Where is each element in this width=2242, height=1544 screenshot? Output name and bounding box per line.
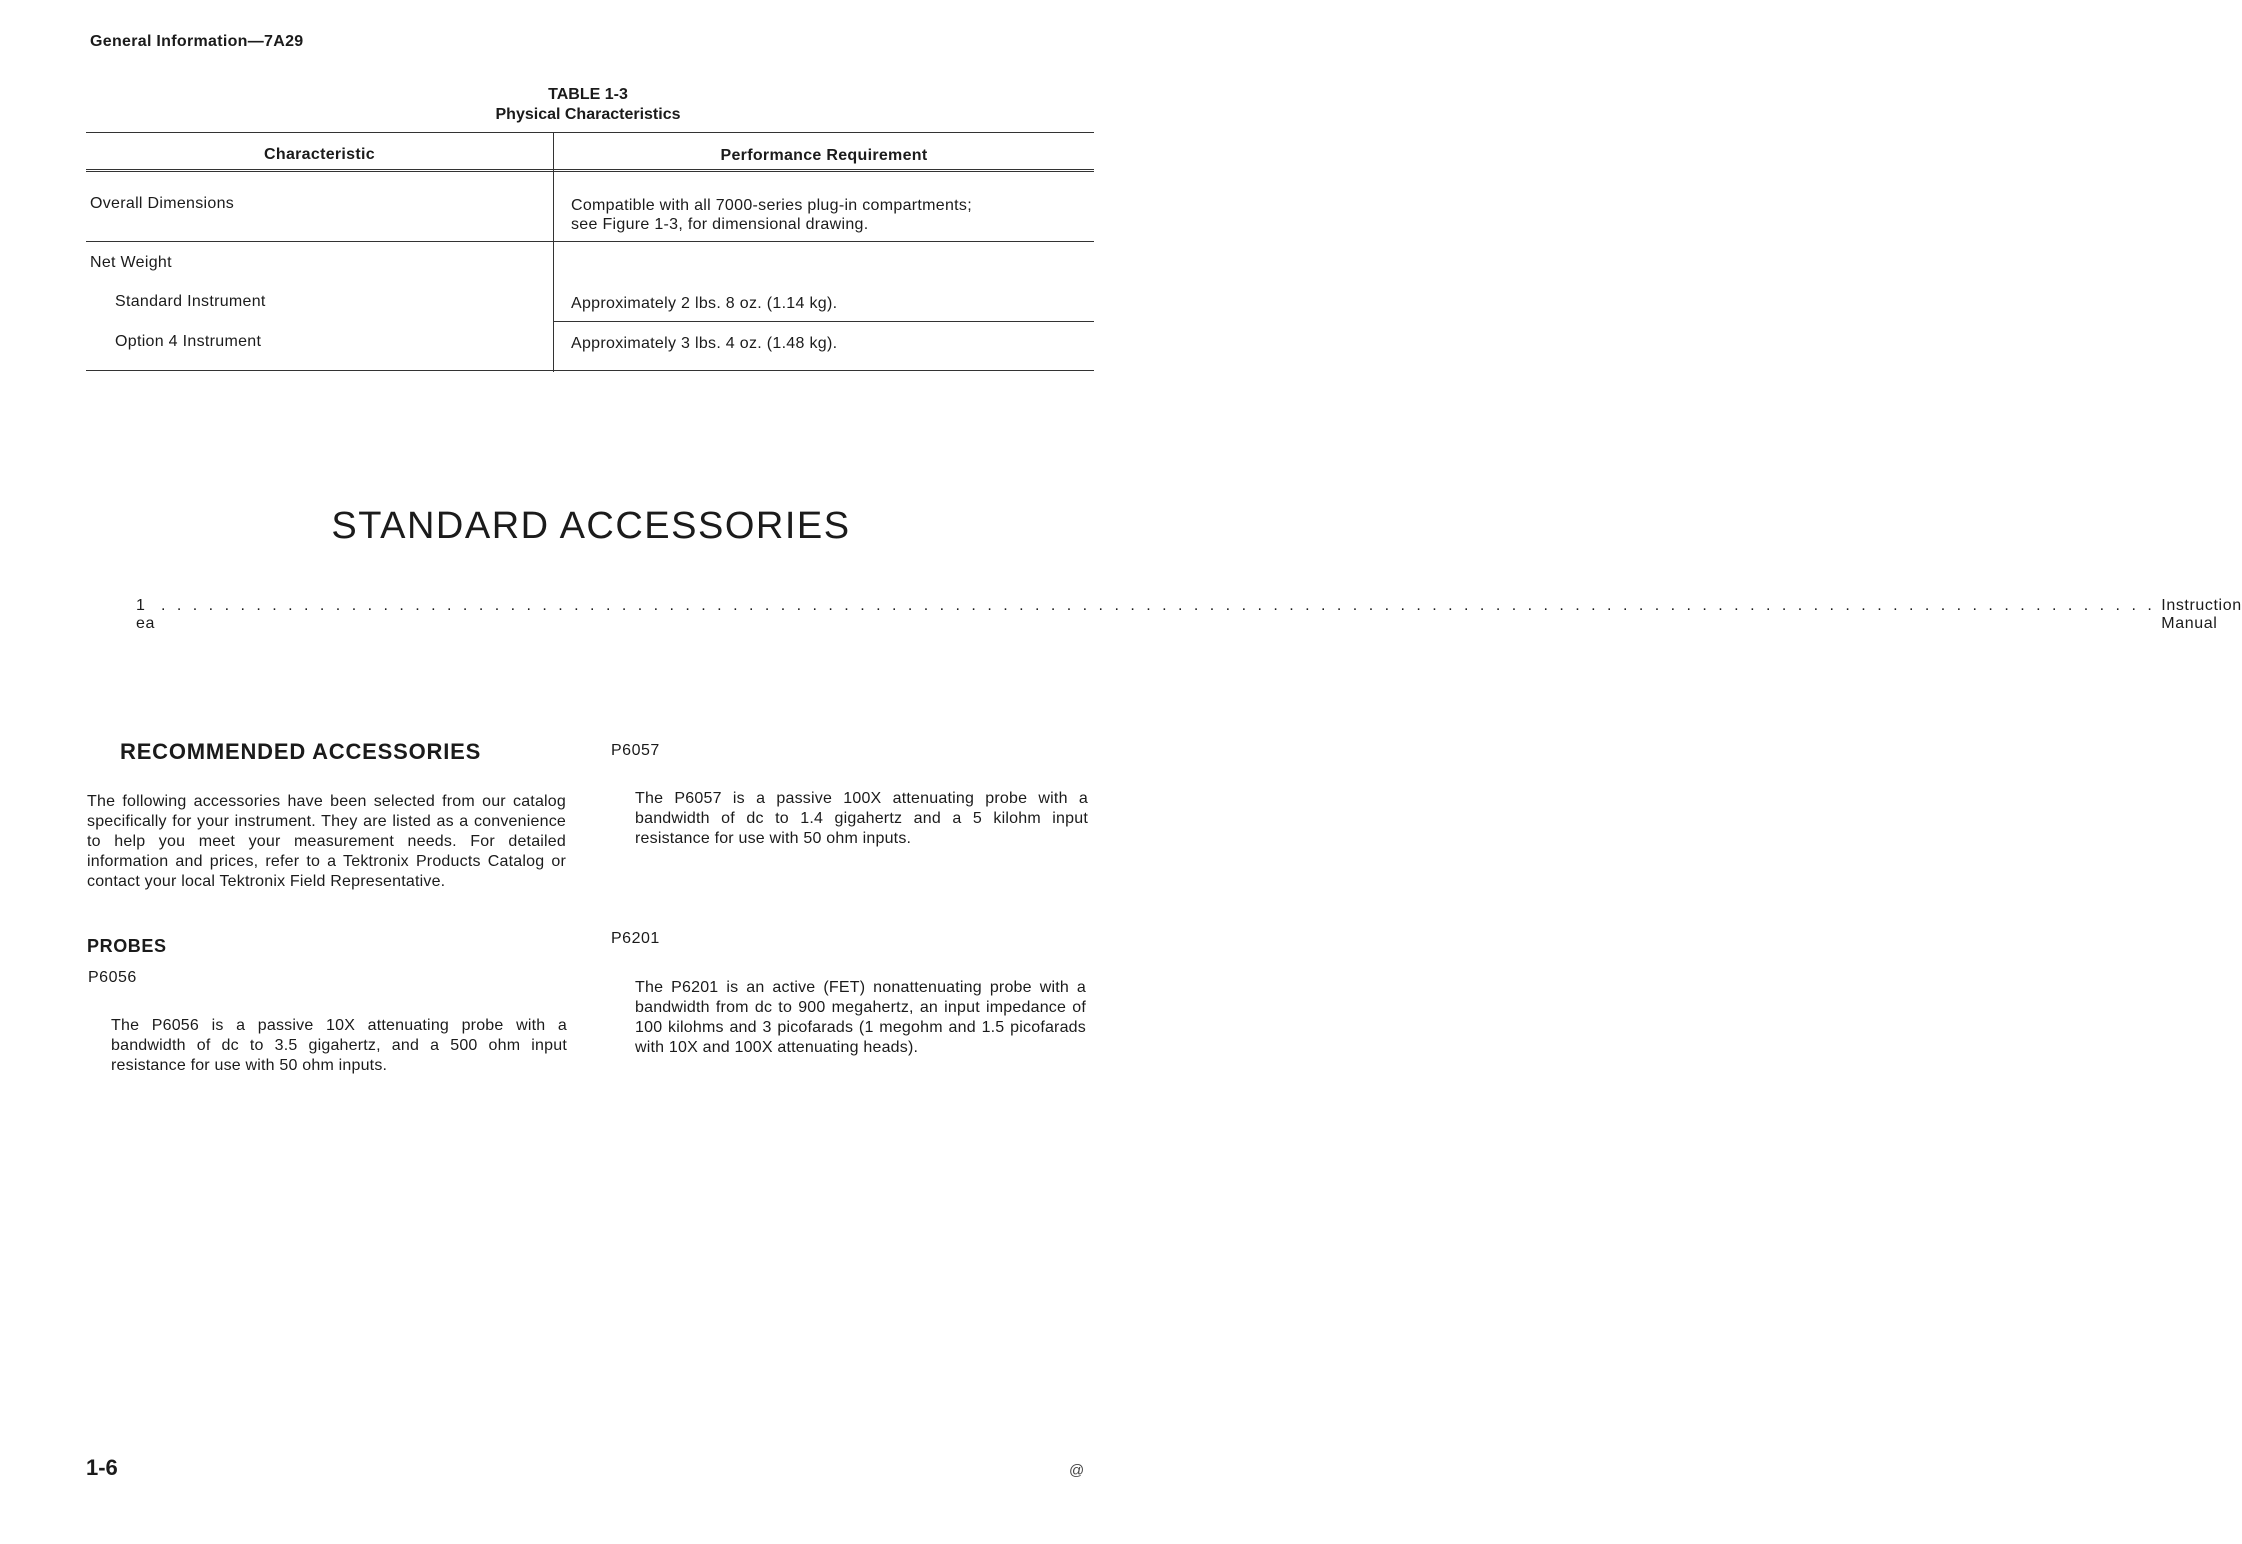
probe-name-p6201: P6201: [611, 930, 660, 947]
column-divider: [553, 132, 554, 372]
row-overall-dimensions-value-2: see Figure 1-3, for dimensional drawing.: [571, 216, 869, 233]
probe-name-p6056: P6056: [88, 969, 137, 986]
row-overall-dimensions-label: Overall Dimensions: [90, 195, 235, 212]
column-header-characteristic: Characteristic: [264, 146, 375, 163]
table-top-rule: [86, 132, 1094, 133]
probe-desc-p6056: The P6056 is a passive 10X attenuating probe with a bandwidth of dc to 3.5 gigahertz, and a 500 ohm input resistance for use with 50 ohm inputs.: [111, 1017, 567, 1074]
recommended-intro: The following accessories have been selected from our catalog specifically for your instrument. They are listed as a convenience to help you meet your measurement needs. For detailed information and prices, refer to a Tektronix Products Catalog or contact your local Tektronix Field Representative.: [87, 793, 566, 890]
row-option4-instrument-label: Option 4 Instrument: [115, 333, 262, 350]
row-net-weight-label: Net Weight: [90, 254, 172, 271]
table-title: Physical Characteristics: [495, 106, 681, 123]
row-rule: [86, 241, 1094, 242]
page-number: 1-6: [86, 1455, 118, 1480]
header-rule: [86, 169, 1094, 172]
probe-desc-p6201: The P6201 is an active (FET) nonattenuating probe with a bandwidth from dc to 900 megahertz, an input impedance of 100 kilohms and 3 picofarads (1 megohm and 1.5 picofarads with 10X and 100X attenuating heads).: [635, 979, 1086, 1056]
accessory-quantity: 1 ea: [136, 597, 155, 632]
row-rule: [554, 321, 1094, 322]
row-standard-instrument-label: Standard Instrument: [115, 293, 266, 310]
leader-dots: . . . . . . . . . . . . . . . . . . . . . . . . . . . . . . . . . . . . . . . . . . . . . . . . . . . . . . . . . . . . . . . . . . . . . . . . . . . . . . . . . . . . . . . . . . . . . . . . . . . . . . . . . . . . . . . . . . . . . . . . . . . . . .: [161, 597, 2156, 614]
probes-title: PROBES: [87, 936, 167, 956]
table-number: TABLE 1-3: [548, 86, 628, 103]
standard-accessories-title: STANDARD ACCESSORIES: [331, 505, 851, 547]
footer-mark: @: [1069, 1462, 1085, 1479]
standard-accessory-line: [136, 597, 2242, 633]
page-header: General Information—7A29: [90, 33, 304, 50]
recommended-accessories-title: RECOMMENDED ACCESSORIES: [120, 739, 482, 764]
row-standard-instrument-value: Approximately 2 lbs. 8 oz. (1.14 kg).: [571, 295, 838, 312]
accessory-item: Instruction Manual: [2161, 597, 2242, 632]
probe-name-p6057: P6057: [611, 742, 660, 759]
column-header-performance: Performance Requirement: [720, 147, 928, 164]
row-option4-instrument-value: Approximately 3 lbs. 4 oz. (1.48 kg).: [571, 335, 838, 352]
probe-desc-p6057: The P6057 is a passive 100X attenuating probe with a bandwidth of dc to 1.4 gigahertz and a 5 kilohm input resistance for use with 50 ohm inputs.: [635, 790, 1088, 847]
table-bottom-rule: [86, 370, 1094, 371]
row-overall-dimensions-value-1: Compatible with all 7000-series plug-in compartments;: [571, 197, 972, 214]
